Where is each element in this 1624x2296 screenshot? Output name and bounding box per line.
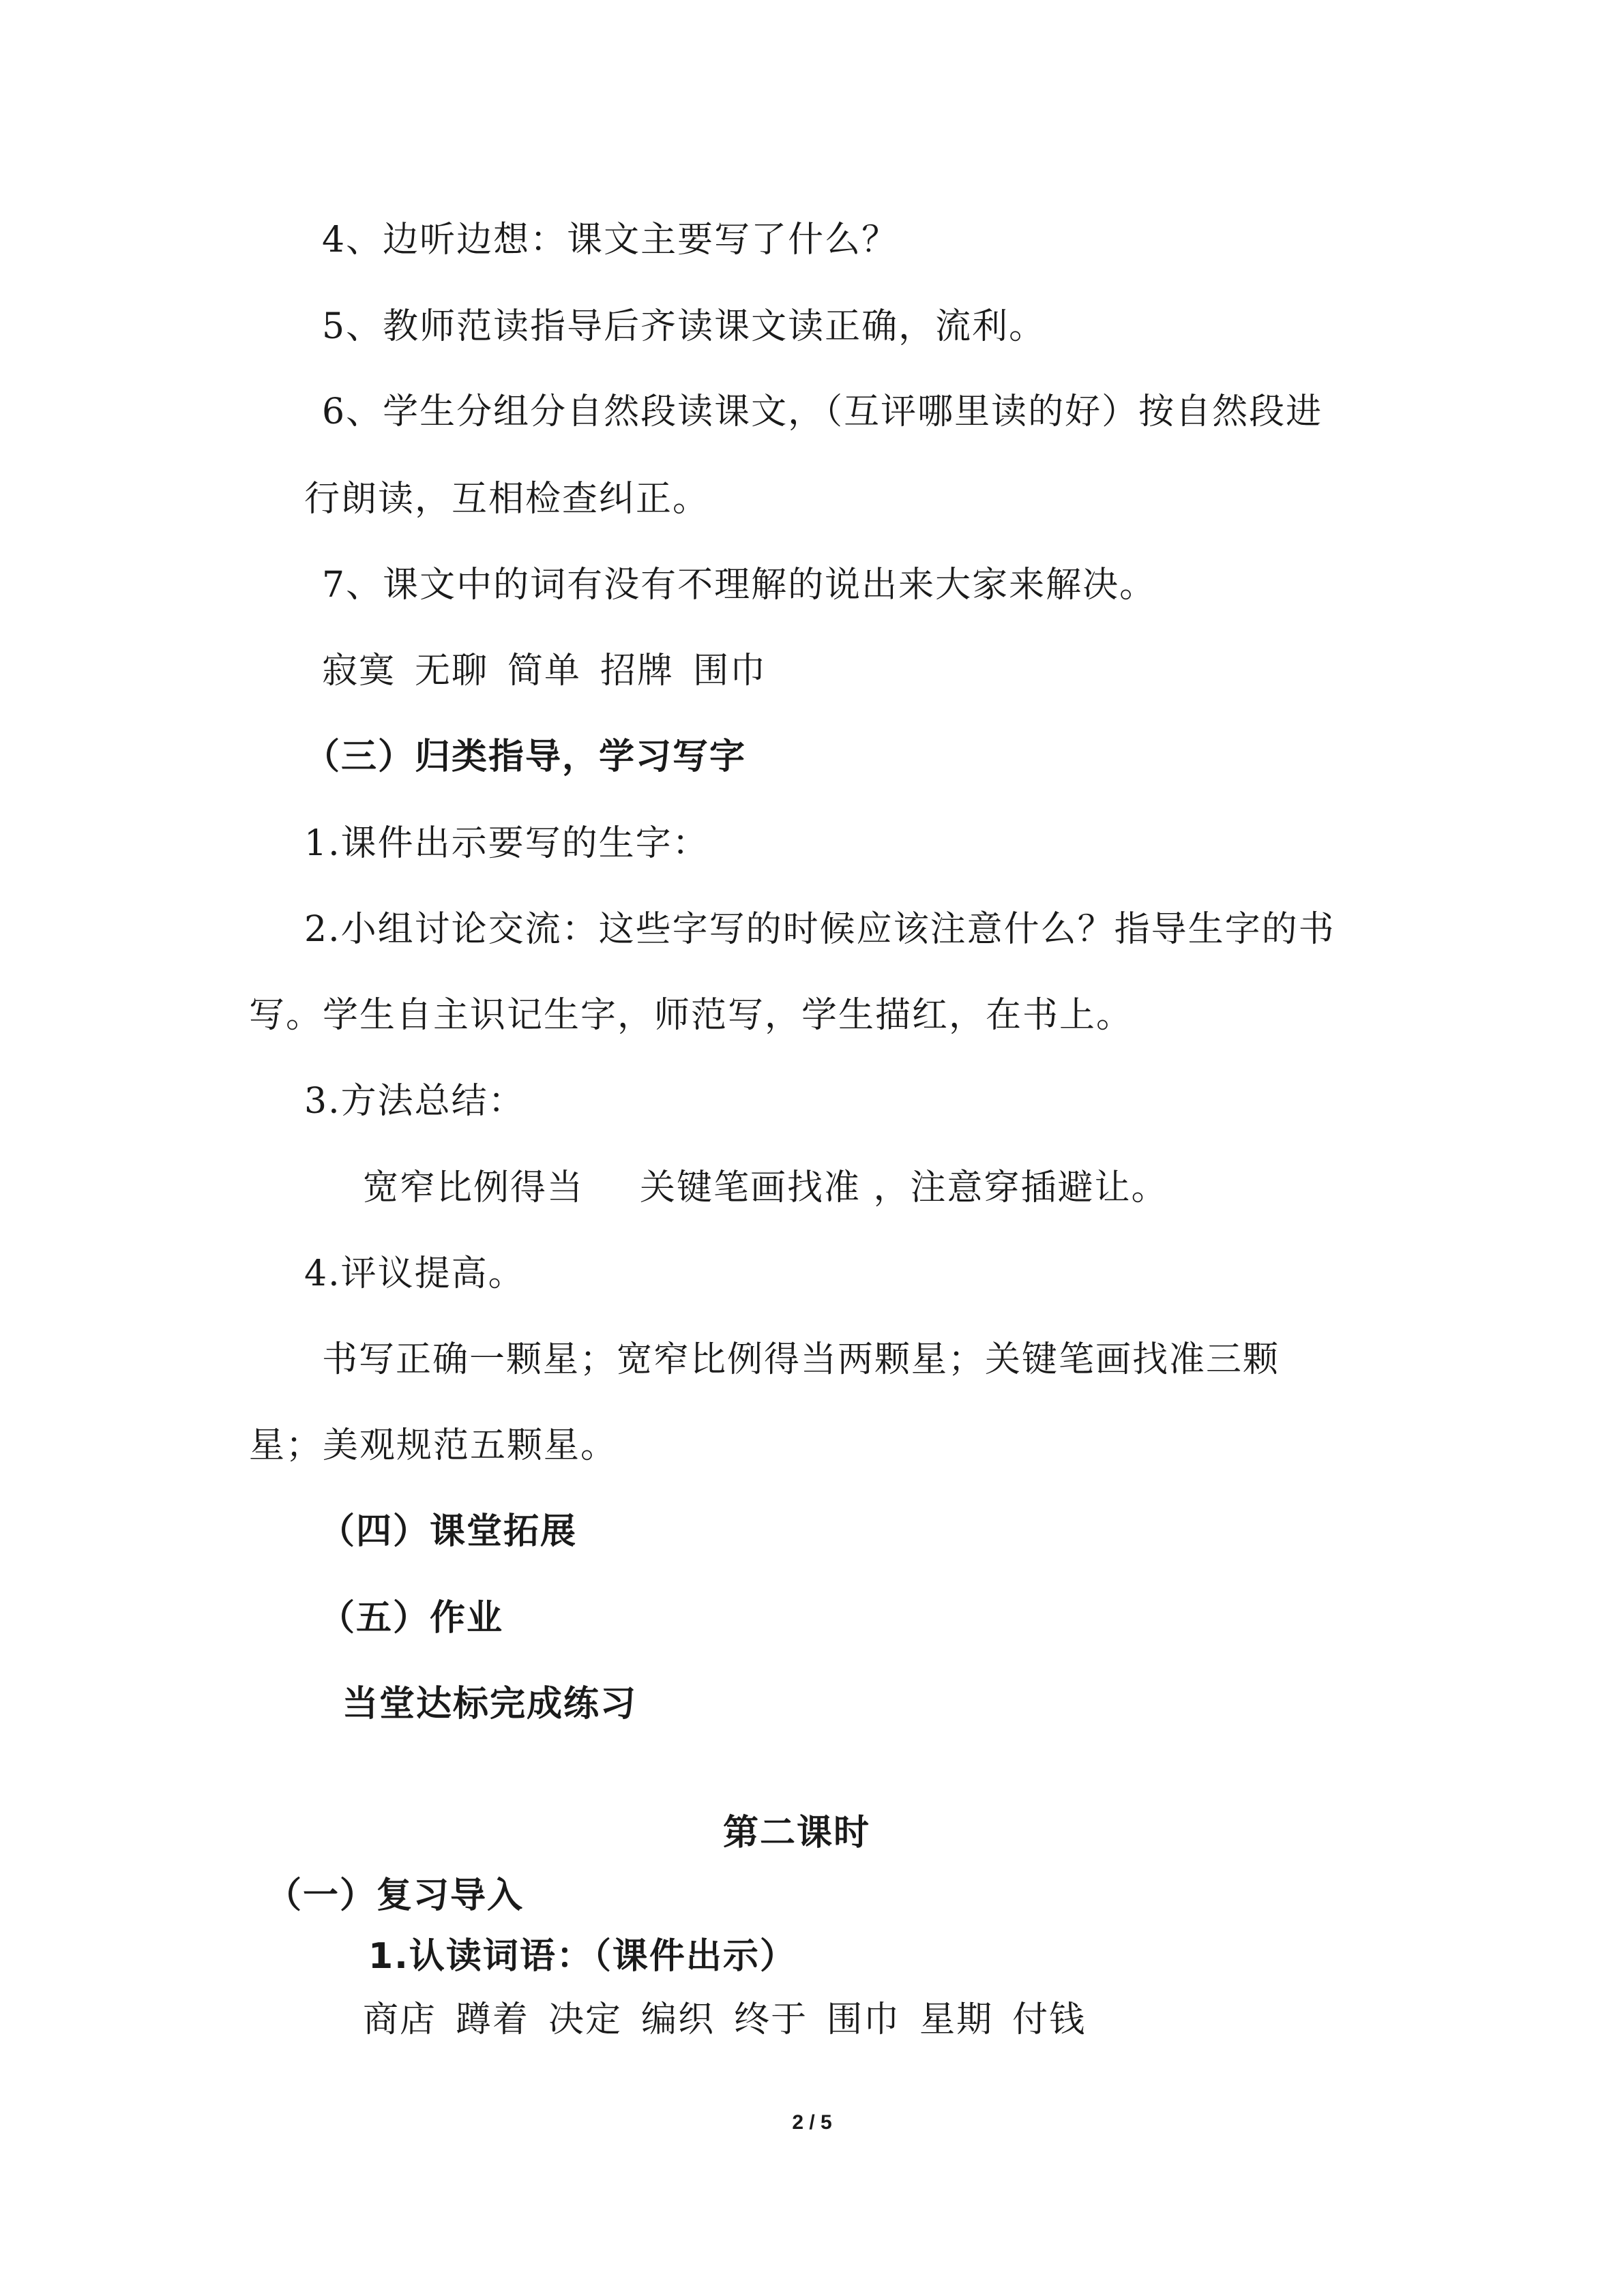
vocab-word: 围巾 — [693, 651, 767, 691]
vocab-word: 终于 — [734, 1999, 808, 2040]
page-number: 2 / 5 — [792, 2111, 832, 2134]
paragraph-item-4: 4.评议提高。 — [304, 1253, 525, 1294]
review-item-1: 1.认读词语：（课件出示） — [368, 1936, 797, 1977]
section-heading-3: （三）归类指导，学习写字 — [304, 736, 747, 777]
vocabulary-list-2 — [363, 1998, 1086, 2042]
vocab-word: 简单 — [507, 651, 582, 691]
paragraph-item-1: 1.课件出示要写的生字： — [304, 823, 709, 864]
vocab-word: 星期 — [919, 1999, 994, 2040]
vocab-word: 围巾 — [827, 1999, 901, 2040]
paragraph-item-2-line-2: 写。学生自主识记生字，师范写，学生描红，在书上。 — [249, 995, 1134, 1036]
rating-line-2: 星；美观规范五颗星。 — [249, 1425, 618, 1466]
paragraph-item-2-line-1: 2.小组讨论交流：这些字写的时候应该注意什么？指导生字的书 — [304, 909, 1335, 950]
method-part-1: 宽窄比例得当 — [363, 1167, 585, 1208]
paragraph-item-3: 3.方法总结： — [304, 1081, 525, 1122]
vocab-word: 决定 — [548, 1999, 623, 2040]
rating-line-1: 书写正确一颗星；宽窄比例得当两颗星；关键笔画找准三颗 — [322, 1339, 1280, 1380]
method-part-2: 关键笔画找准 ，注意穿插避让。 — [640, 1167, 1168, 1208]
vocab-word: 蹲着 — [456, 1999, 530, 2040]
paragraph-step-5: 5、教师范读指导后齐读课文读正确，流利。 — [322, 306, 1046, 347]
vocab-word: 编织 — [641, 1999, 715, 2040]
vocabulary-list-1 — [322, 649, 767, 693]
vocab-word: 付钱 — [1012, 1999, 1087, 2040]
section-heading-5: （五）作业 — [319, 1598, 504, 1639]
vocab-word: 招牌 — [600, 651, 675, 691]
vocab-word: 寂寞 — [322, 651, 396, 691]
paragraph-step-6-line-1: 6、学生分组分自然段读课文，（互评哪里读的好）按自然段进 — [322, 391, 1323, 432]
method-summary-line — [363, 1166, 1168, 1210]
lesson-2-title: 第二课时 — [723, 1813, 871, 1853]
paragraph-step-6-line-2: 行朗读，互相检查纠正。 — [304, 479, 710, 520]
paragraph-step-4: 4、边听边想：课文主要写了什么？ — [322, 220, 899, 260]
vocab-word: 无聊 — [415, 651, 489, 691]
paragraph-step-7: 7、课文中的词有没有不理解的说出来大家来解决。 — [322, 565, 1157, 606]
homework-line: 当堂达标完成练习 — [342, 1684, 638, 1725]
section-heading-4: （四）课堂拓展 — [319, 1511, 578, 1552]
vocab-word: 商店 — [363, 1999, 437, 2040]
review-heading: （一）复习导入 — [266, 1875, 525, 1916]
